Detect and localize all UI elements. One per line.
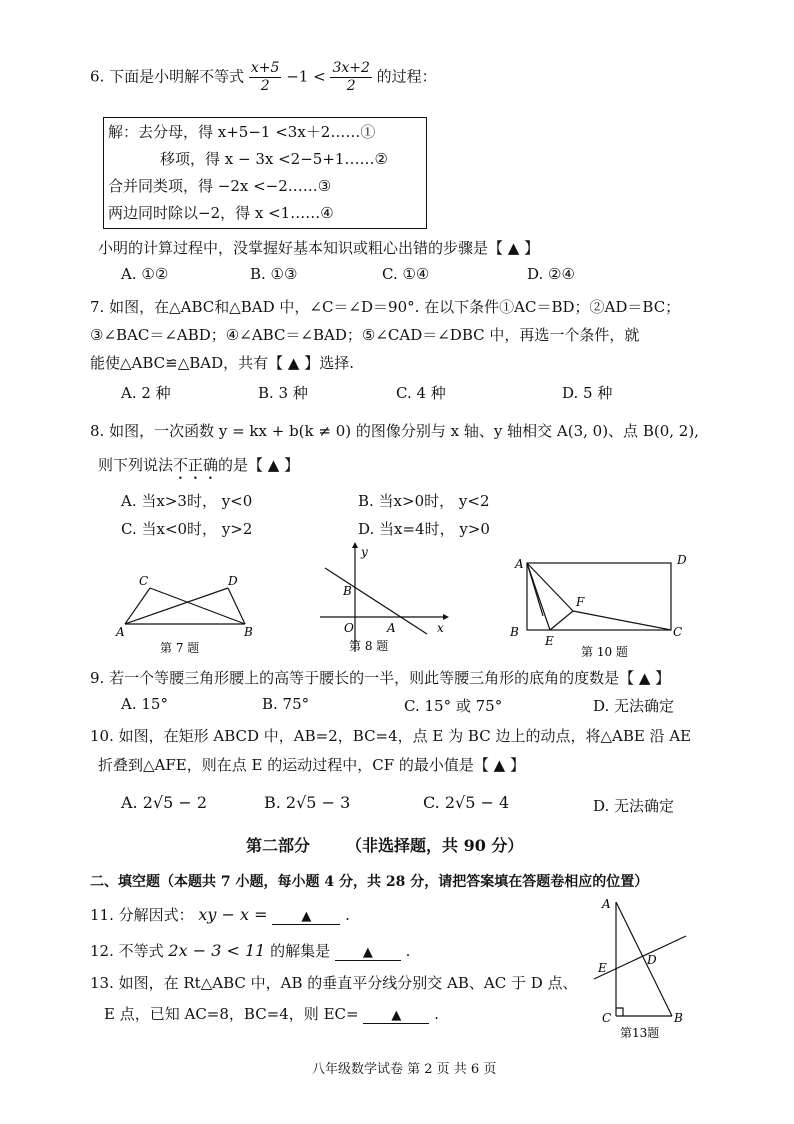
q7-line-2: ③∠BAC＝∠ABD；④∠ABC＝∠BAD；⑤∠CAD＝∠DBC 中，再选一个条件，就 (90, 326, 640, 344)
q7-option-c[interactable]: C. 4 种 (396, 384, 446, 402)
fig13-segment-ab (616, 902, 672, 1016)
q6-box-line-1: 解：去分母，得 x+5−1 <3x＋2……① (108, 123, 376, 141)
figure-13 (590, 890, 700, 1045)
fig10-segment-fc (573, 611, 671, 630)
q9-line-1: 9. 若一个等腰三角形腰上的高等于腰长的一半，则此等腰三角形的底角的度数是【 ▲ 】 (90, 669, 671, 687)
fig8-line (325, 568, 427, 634)
q13-line-1: 13. 如图，在 Rt△ABC 中，AB 的垂直平分线分别交 AB、AC 于 D 点、 (90, 974, 578, 992)
figure-7 (110, 548, 270, 656)
fig13-right-angle (616, 1008, 623, 1016)
q13-post: . (434, 1005, 439, 1023)
q11-expr: xy − x = (198, 905, 268, 924)
fig8-label-b: B (343, 584, 352, 598)
q6-stem-post: 的过程： (376, 67, 437, 86)
q6-frac1-num: x+5 (250, 60, 280, 76)
fig8-label-x: x (437, 621, 444, 635)
q6-stem (90, 60, 437, 95)
q6-option-d[interactable]: D. ②④ (527, 265, 575, 283)
fig8-y-arrow (352, 542, 358, 548)
fig7-label-c: C (139, 574, 149, 588)
fig13-caption: 第13题 (620, 1026, 660, 1040)
q6-fraction-2 (330, 60, 371, 95)
q6-frac1-den: 2 (260, 78, 270, 94)
q6-mid: −1 < (286, 67, 326, 86)
q9-option-d[interactable]: D. 无法确定 (593, 697, 675, 715)
fig10-label-d: D (677, 553, 687, 567)
q6-question: 小明的计算过程中，没掌握好基本知识或粗心出错的步骤是【 ▲ 】 (98, 239, 540, 257)
q8-option-c[interactable]: C. 当x<0时， y>2 (121, 520, 253, 538)
q6-option-c[interactable]: C. ①④ (382, 265, 430, 283)
q8-line-2-pre: 则下列说法 (98, 456, 174, 474)
q10-option-d[interactable]: D. 无法确定 (593, 797, 675, 815)
fig7-label-b: B (244, 625, 253, 639)
fig13-label-c: C (602, 1011, 612, 1025)
fig13-label-d: D (647, 953, 657, 967)
q8-option-b[interactable]: B. 当x>0时， y<2 (358, 492, 490, 510)
q6-option-a[interactable]: A. ①② (121, 265, 169, 283)
fig10-caption: 第 10 题 (581, 645, 628, 659)
fig8-label-y: y (361, 545, 368, 559)
q10-line-1: 10. 如图，在矩形 ABCD 中，AB=2，BC=4，点 E 为 BC 边上的动点，将△ABE 沿 AE (90, 727, 692, 745)
fig7-caption: 第 7 题 (160, 641, 200, 655)
q13-answer-blank[interactable]: ▲ (363, 1008, 429, 1024)
q12-post: . (405, 942, 411, 960)
fig7-segment-ad (125, 588, 228, 624)
q11 (90, 904, 350, 925)
q6-stem-text: 6. 下面是小明解不等式 (90, 67, 245, 86)
fig10-segment-ef (550, 611, 573, 630)
fig8-caption: 第 8 题 (349, 639, 389, 653)
fig10-label-a: A (515, 557, 524, 571)
q10-option-a[interactable]: A. 2√5 − 2 (121, 793, 208, 812)
q12-answer-blank[interactable]: ▲ (335, 945, 401, 961)
q6-solution-box (103, 117, 427, 229)
q10-option-c[interactable]: C. 2√5 − 4 (423, 793, 510, 812)
fig7-label-d: D (228, 574, 238, 588)
page-footer: 八年级数学试卷 第 2 页 共 6 页 (312, 1062, 497, 1077)
figure-8 (315, 542, 455, 657)
q12-pre: 12. 不等式 (90, 942, 164, 960)
q11-answer-blank[interactable]: ▲ (272, 909, 340, 925)
q6-frac2-num: 3x+2 (332, 60, 370, 76)
q6-box-line-2: 移项，得 x − 3x <2−5+1……② (160, 150, 388, 168)
fig8-label-a: A (387, 621, 396, 635)
q12 (90, 940, 410, 961)
fig8-label-o: O (344, 621, 354, 635)
fig13-label-b: B (674, 1011, 683, 1025)
q8-line-1: 8. 如图，一次函数 y = kx + b(k ≠ 0) 的图像分别与 x 轴、y 轴相交 A(3, 0)、点 B(0, 2), (90, 422, 699, 440)
q12-mid: 的解集是 (270, 942, 331, 960)
q6-frac2-den: 2 (346, 78, 356, 94)
fig10-rectangle (527, 563, 671, 630)
q7-line-1: 7. 如图，在△ABC和△BAD 中，∠C＝∠D＝90°. 在以下条件①AC＝BD；②AD＝BC； (90, 298, 681, 316)
q8-line-2-post: 的是【 ▲ 】 (218, 456, 300, 474)
q9-option-c[interactable]: C. 15° 或 75° (404, 697, 503, 715)
fig7-label-a: A (116, 625, 125, 639)
q11-pre: 11. 分解因式： (90, 906, 194, 924)
fig10-label-c: C (673, 625, 683, 639)
q13-line-2 (104, 1003, 439, 1024)
q13-line-2-pre: E 点，已知 AC=8，BC=4，则 EC= (104, 1005, 359, 1023)
q7-option-a[interactable]: A. 2 种 (121, 384, 171, 402)
q10-line-2: 折叠到△AFE，则在点 E 的运动过程中，CF 的最小值是【 ▲ 】 (98, 756, 525, 774)
q7-line-3: 能使△ABC≌△BAD，共有【 ▲ 】选择. (90, 354, 354, 372)
fig13-label-e: E (598, 961, 607, 975)
q10-option-b[interactable]: B. 2√5 − 3 (264, 793, 351, 812)
fig13-label-a: A (602, 897, 611, 911)
fig10-label-f: F (576, 595, 585, 609)
q6-fraction-1 (249, 60, 282, 95)
q7-option-b[interactable]: B. 3 种 (258, 384, 308, 402)
fig10-label-b: B (510, 625, 519, 639)
fig8-x-arrow (443, 614, 449, 620)
q8-line-2 (98, 454, 299, 483)
q7-option-d[interactable]: D. 5 种 (562, 384, 613, 402)
q8-option-d[interactable]: D. 当x=4时， y>0 (358, 520, 490, 538)
q8-emphasis: 不正确 (173, 456, 219, 474)
fig10-label-e: E (545, 634, 554, 648)
q9-option-a[interactable]: A. 15° (121, 695, 168, 713)
q6-option-b[interactable]: B. ①③ (250, 265, 298, 283)
figure-10 (505, 548, 705, 660)
part2-subtitle: （非选择题，共 90 分） (346, 836, 524, 855)
q6-box-line-3: 合并同类项，得 −2x <−2……③ (108, 177, 332, 195)
q6-box-line-4: 两边同时除以−2，得 x <1……④ (108, 204, 334, 222)
fig7-segment-ac (125, 588, 150, 624)
q11-post: . (345, 906, 350, 924)
q9-option-b[interactable]: B. 75° (262, 695, 310, 713)
section2-heading: 二、填空题（本题共 7 小题，每小题 4 分，共 28 分，请把答案填在答题卷相应的位置） (90, 874, 649, 890)
fig13-bisector (594, 936, 686, 979)
part2-title: 第二部分 (246, 836, 311, 855)
q12-expr: 2x − 3 < 11 (168, 941, 266, 960)
q8-option-a[interactable]: A. 当x>3时， y<0 (121, 492, 253, 510)
